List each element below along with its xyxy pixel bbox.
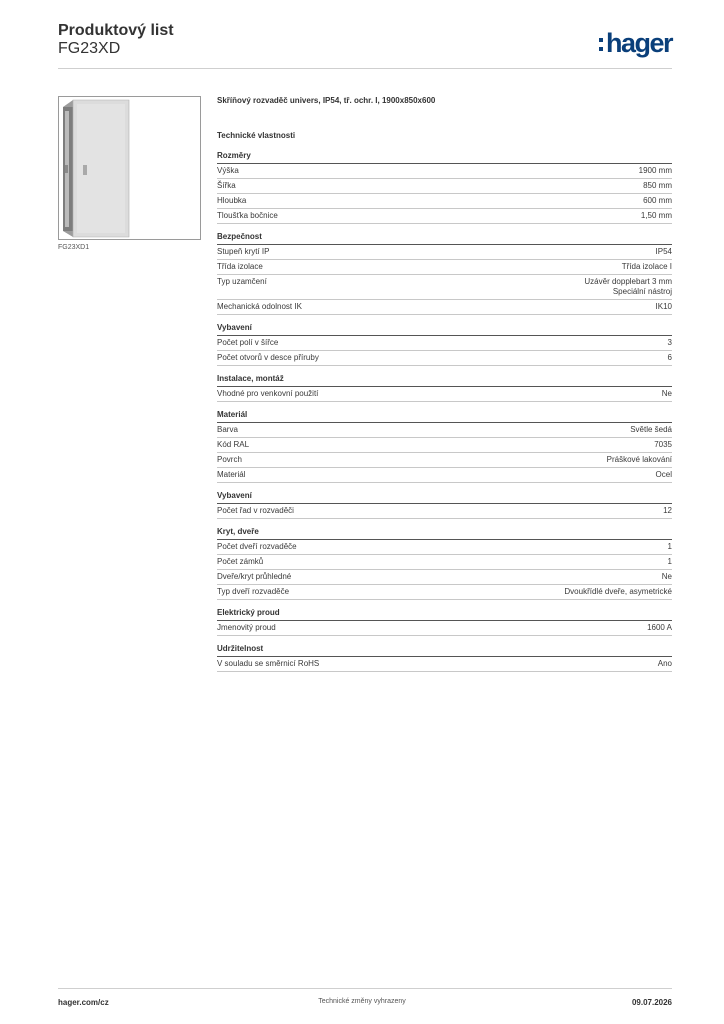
property-row <box>217 423 672 438</box>
product-description: Skříňový rozvaděč univers, IP54, tř. ochr. I, 1900x850x600 <box>217 96 436 105</box>
property-value: Uzávěr dopplebart 3 mm Speciální nástroj <box>584 277 672 296</box>
property-row <box>217 621 672 636</box>
property-value: IP54 <box>655 247 672 256</box>
property-row <box>217 351 672 366</box>
product-details <box>217 96 672 672</box>
property-label: Vhodné pro venkovní použití <box>217 389 319 398</box>
property-value: 6 <box>667 353 672 362</box>
property-label: Šířka <box>217 181 236 190</box>
image-caption: FG23XD1 <box>58 244 90 251</box>
hager-logo <box>599 28 672 59</box>
section-title: Vybavení <box>217 491 672 504</box>
property-label: Třída izolace <box>217 262 263 271</box>
property-section <box>217 644 672 672</box>
property-value: 12 <box>663 506 672 515</box>
property-row <box>217 438 672 453</box>
property-row <box>217 336 672 351</box>
property-row <box>217 164 672 179</box>
property-label: Počet otvorů v desce příruby <box>217 353 319 362</box>
logo-text: hager <box>605 28 672 58</box>
property-label: Stupeň krytí IP <box>217 247 270 256</box>
property-row <box>217 275 672 300</box>
property-row <box>217 468 672 483</box>
header-divider <box>58 68 672 69</box>
property-value: 1,50 mm <box>640 211 672 220</box>
property-row <box>217 570 672 585</box>
property-row <box>217 209 672 224</box>
property-value: 1600 A <box>647 623 672 632</box>
property-label: Počet dveří rozvaděče <box>217 542 297 551</box>
section-title: Materiál <box>217 410 672 423</box>
product-image <box>58 96 201 240</box>
property-value: 850 mm <box>643 181 672 190</box>
property-label: Barva <box>217 425 238 434</box>
property-section <box>217 410 672 483</box>
property-section <box>217 374 672 402</box>
property-row <box>217 194 672 209</box>
property-label: Kód RAL <box>217 440 250 449</box>
property-label: Hloubka <box>217 196 247 205</box>
footer-website[interactable]: hager.com/cz <box>58 998 109 1007</box>
section-title: Bezpečnost <box>217 232 672 245</box>
footer-divider <box>58 988 672 989</box>
technical-properties-title: Technické vlastnosti <box>217 131 296 140</box>
property-row <box>217 245 672 260</box>
property-value: Světle šedá <box>630 425 672 434</box>
property-row <box>217 260 672 275</box>
property-section <box>217 608 672 636</box>
property-label: V souladu se směrnicí RoHS <box>217 659 320 668</box>
product-code: FG23XD <box>58 40 121 57</box>
property-value: Ocel <box>655 470 672 479</box>
property-label: Typ uzamčení <box>217 277 267 286</box>
property-label: Tloušťka bočnice <box>217 211 278 220</box>
property-row <box>217 540 672 555</box>
footer-date: 09.07.2026 <box>631 998 672 1007</box>
property-row <box>217 585 672 600</box>
property-label: Dveře/kryt průhledné <box>217 572 292 581</box>
property-value: Ne <box>661 389 672 398</box>
property-row <box>217 657 672 672</box>
property-value: IK10 <box>655 302 672 311</box>
property-row <box>217 300 672 315</box>
property-row <box>217 387 672 402</box>
property-value: 1 <box>667 542 672 551</box>
property-label: Jmenovitý proud <box>217 623 276 632</box>
footer-note: Technické změny vyhrazeny <box>318 998 406 1005</box>
section-title: Vybavení <box>217 323 672 336</box>
property-value: 1 <box>667 557 672 566</box>
property-value: Třída izolace I <box>621 262 672 271</box>
section-title: Elektrický proud <box>217 608 672 621</box>
section-title: Rozměry <box>217 151 672 164</box>
document-title: Produktový list <box>58 22 174 39</box>
property-label: Materiál <box>217 470 246 479</box>
property-label: Počet polí v šířce <box>217 338 279 347</box>
property-section <box>217 323 672 366</box>
section-title: Udržitelnost <box>217 644 672 657</box>
properties-list <box>217 151 672 672</box>
property-label: Počet zámků <box>217 557 264 566</box>
property-value: 600 mm <box>643 196 672 205</box>
property-row <box>217 179 672 194</box>
property-value: 3 <box>667 338 672 347</box>
cabinet-illustration-icon <box>59 97 200 239</box>
property-label: Výška <box>217 166 239 175</box>
property-row <box>217 453 672 468</box>
property-label: Typ dveří rozvaděče <box>217 587 290 596</box>
property-section <box>217 527 672 600</box>
property-value: Ano <box>657 659 672 668</box>
property-label: Mechanická odolnost IK <box>217 302 302 311</box>
page-header <box>58 20 672 70</box>
property-label: Počet řad v rozvaděči <box>217 506 294 515</box>
property-value: 1900 mm <box>638 166 672 175</box>
property-row <box>217 504 672 519</box>
property-section <box>217 491 672 519</box>
property-section <box>217 151 672 224</box>
property-value: 7035 <box>654 440 672 449</box>
section-title: Instalace, montáž <box>217 374 672 387</box>
property-value: Dvoukřídlé dveře, asymetrické <box>564 587 672 596</box>
property-label: Povrch <box>217 455 242 464</box>
property-row <box>217 555 672 570</box>
property-value: Práškové lakování <box>606 455 672 464</box>
property-value: Ne <box>661 572 672 581</box>
property-section <box>217 232 672 315</box>
logo-dots-icon <box>599 37 603 53</box>
section-title: Kryt, dveře <box>217 527 672 540</box>
